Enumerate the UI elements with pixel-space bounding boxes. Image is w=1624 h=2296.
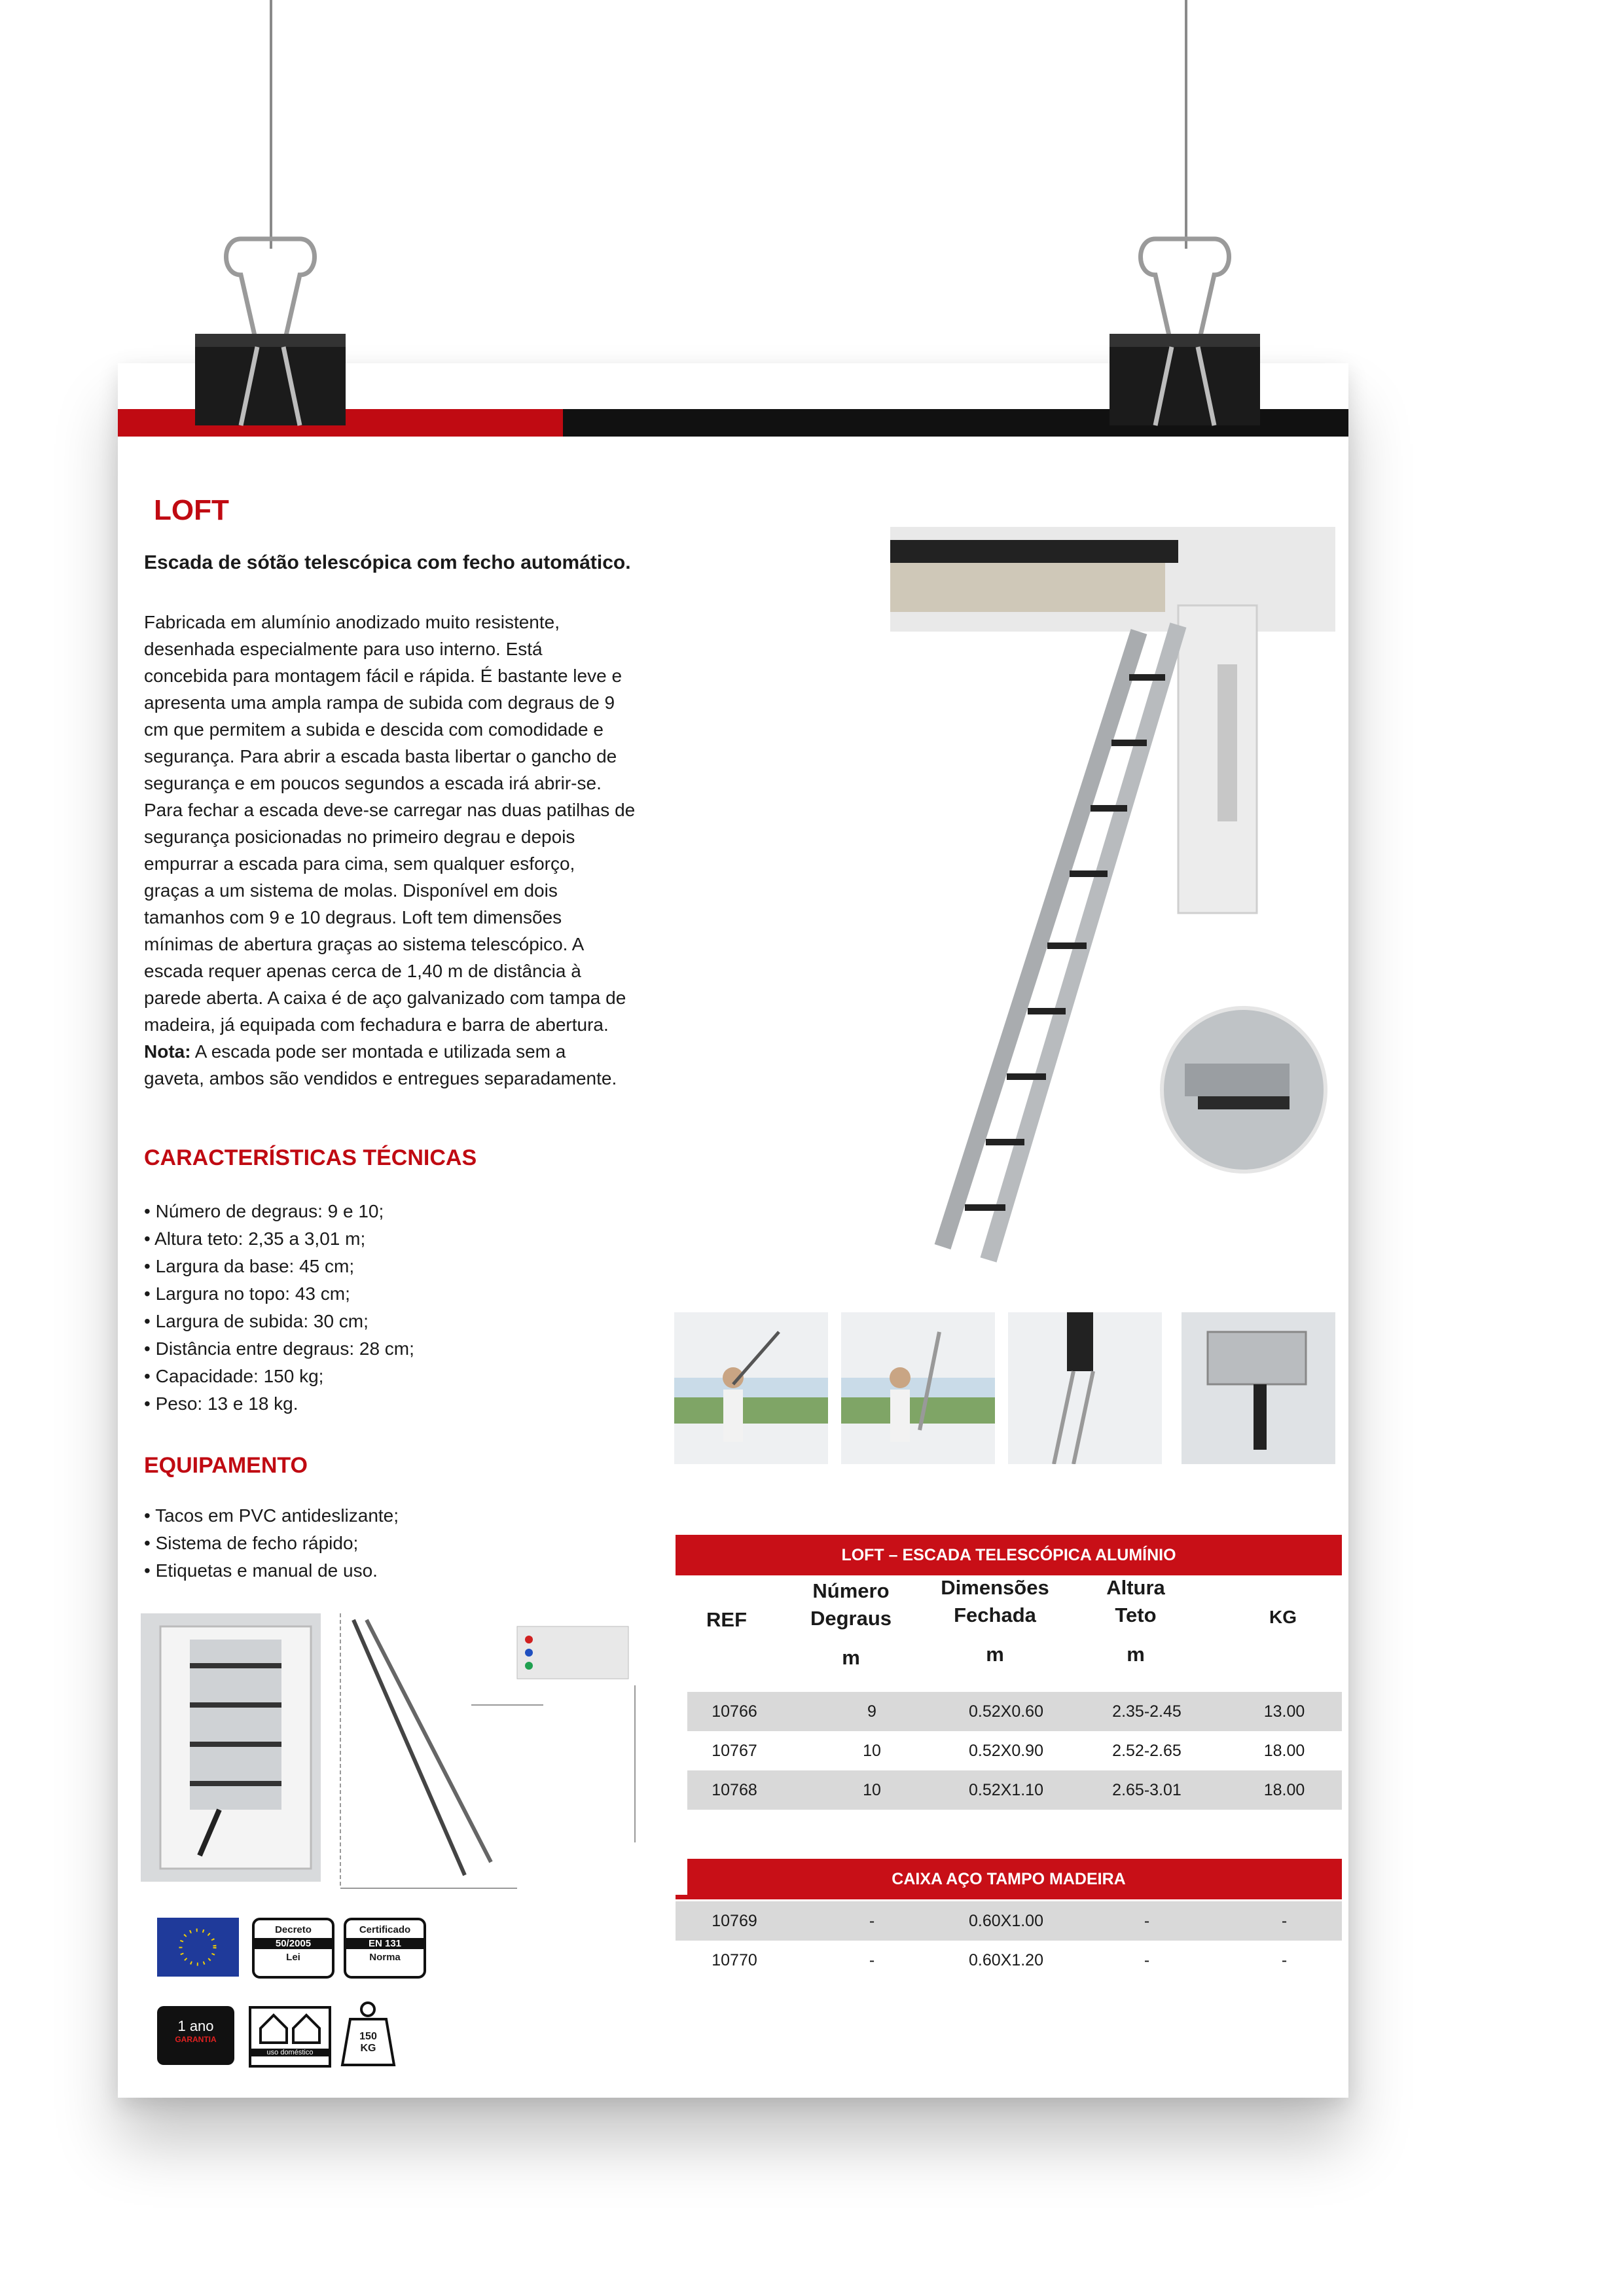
certificado-badge: [344, 1918, 426, 1979]
equipment-list: [144, 1502, 399, 1585]
header-steps-line1: Número: [812, 1579, 890, 1602]
cell-ref: 10770: [712, 1951, 757, 1969]
description-line: escada requer apenas cerca de 1,40 m de distância à: [144, 961, 581, 981]
description-line: empurrar a escada para cima, sem qualquer esforço,: [144, 853, 575, 874]
description-line: desenhada especialmente para uso interno. Está: [144, 639, 543, 659]
product-subtitle: Escada de sótão telescópica com fecho automático.: [144, 552, 631, 573]
usage-thumbnails: [674, 1312, 1342, 1469]
warranty-badge: [157, 2006, 234, 2065]
badge-text: Norma: [369, 1952, 401, 1963]
spec-item: • Altura teto: 2,35 a 3,01 m;: [144, 1225, 414, 1253]
binder-clip-right-icon: [1110, 236, 1260, 432]
description-line: Fabricada em alumínio anodizado muito resistente,: [144, 612, 560, 632]
description-line: madeira, já equipada com fechadura e barra de abertura.: [144, 1014, 609, 1035]
domestic-use-badge: [249, 2006, 331, 2068]
cell-kg: 13.00: [1263, 1702, 1305, 1721]
table-row: [676, 1770, 1342, 1810]
description-line: apresenta uma ampla rampa de subida com degraus de 9: [144, 692, 615, 713]
description-line: segurança. Para abrir a escada basta libertar o gancho de: [144, 746, 617, 766]
cell-ref: 10768: [712, 1781, 757, 1799]
cell-steps: 10: [863, 1781, 881, 1799]
thumbnail-image: [1182, 1312, 1335, 1464]
description-line: tamanhos com 9 e 10 degraus. Loft tem dimensões: [144, 907, 562, 927]
cell-dims: 0.52X0.90: [969, 1742, 1043, 1760]
header-ref: REF: [706, 1608, 747, 1631]
cell-ref: 10766: [712, 1702, 757, 1721]
header-height-unit: m: [1127, 1643, 1145, 1666]
badge-text: Certificado: [359, 1924, 411, 1935]
header-dims-unit: m: [986, 1643, 1004, 1666]
header-dims-line1: Dimensões: [941, 1576, 1049, 1599]
cell-steps: -: [869, 1912, 875, 1930]
description-line: concebida para montagem fácil e rápida. É bastante leve e: [144, 666, 623, 686]
header-height-line1: Altura: [1106, 1576, 1165, 1599]
spec-item: • Largura da base: 45 cm;: [144, 1253, 414, 1280]
description-line: cm que permitem a subida e descida com comodidade e: [144, 719, 604, 740]
capacity-weight-icon: [340, 2000, 396, 2068]
badge-text: 50/2005: [255, 1938, 332, 1949]
header-steps-line2: Degraus: [810, 1607, 892, 1630]
product-sheet: [118, 363, 1348, 2098]
header-kg: KG: [1269, 1607, 1297, 1627]
cell-dims: 0.52X0.60: [969, 1702, 1043, 1721]
cell-kg: -: [1281, 1912, 1288, 1930]
badge-text: 150: [359, 2031, 377, 2042]
spec-item: • Peso: 13 e 18 kg.: [144, 1390, 414, 1418]
badge-text: 1 ano: [177, 2018, 214, 2034]
header-dims: [929, 1574, 1060, 1668]
badge-text: GARANTIA: [175, 2035, 217, 2044]
hanging-wire-left: [270, 0, 272, 249]
description-line: segurança posicionadas no primeiro degrau e depois: [144, 827, 575, 847]
thumbnail-image: [674, 1312, 828, 1464]
note-text: gaveta, ambos são vendidos e entregues separadamente.: [144, 1068, 617, 1088]
description-line: segurança e em poucos segundos a escada irá abrir-se.: [144, 773, 602, 793]
product-description: [144, 609, 707, 1092]
badge-text: Decreto: [275, 1924, 312, 1935]
header-dims-line2: Fechada: [954, 1604, 1036, 1626]
table-row: [676, 1941, 1342, 1980]
note-label: Nota:: [144, 1041, 191, 1062]
ladder-dimension-diagram: [321, 1607, 687, 1895]
cell-height: 2.35-2.45: [1112, 1702, 1182, 1721]
cell-steps: 9: [867, 1702, 876, 1721]
specs-list: [144, 1198, 414, 1418]
badge-text: EN 131: [346, 1938, 424, 1949]
description-line: parede aberta. A caixa é de aço galvanizado com tampa de: [144, 988, 626, 1008]
equipment-item: • Sistema de fecho rápido;: [144, 1530, 399, 1557]
cell-dims: 0.52X1.10: [969, 1781, 1043, 1799]
header-steps: [785, 1577, 916, 1672]
binder-clip-left-icon: [195, 236, 346, 432]
table-row: [676, 1731, 1342, 1770]
spec-item: • Número de degraus: 9 e 10;: [144, 1198, 414, 1225]
thumbnail-image: [1008, 1312, 1162, 1464]
eu-flag-icon: [157, 1918, 239, 1977]
hanging-wire-right: [1185, 0, 1187, 249]
ladder-closed-photo: [141, 1613, 331, 1882]
badge-text: KG: [360, 2043, 376, 2054]
product-title: LOFT: [154, 494, 229, 526]
table-row: [676, 1692, 1342, 1731]
table2-title-bar: CAIXA AÇO TAMPO MADEIRA: [676, 1859, 1342, 1899]
cell-kg: -: [1281, 1951, 1288, 1969]
header-steps-unit: m: [842, 1646, 860, 1669]
cell-kg: 18.00: [1263, 1781, 1305, 1799]
equipment-item: • Tacos em PVC antideslizante;: [144, 1502, 399, 1530]
cell-steps: 10: [863, 1742, 881, 1760]
cell-dims: 0.60X1.20: [969, 1951, 1043, 1969]
badge-text: Lei: [286, 1952, 300, 1963]
badge-text: uso doméstico: [251, 2049, 329, 2056]
header-height: [1083, 1574, 1188, 1668]
ladder-product-image: [890, 527, 1335, 1299]
cell-dims: 0.60X1.00: [969, 1912, 1043, 1930]
cell-steps: -: [869, 1951, 875, 1969]
equipment-item: • Etiquetas e manual de uso.: [144, 1557, 399, 1585]
note-text: A escada pode ser montada e utilizada sem a: [190, 1041, 566, 1062]
spec-item: • Capacidade: 150 kg;: [144, 1363, 414, 1390]
cell-kg: 18.00: [1263, 1742, 1305, 1760]
description-line: Para fechar a escada deve-se carregar nas duas patilhas de: [144, 800, 636, 820]
description-line: mínimas de abertura graças ao sistema telescópico. A: [144, 934, 585, 954]
equipment-title: EQUIPAMENTO: [144, 1453, 308, 1478]
spec-item: • Largura no topo: 43 cm;: [144, 1280, 414, 1308]
cell-height: -: [1144, 1951, 1150, 1969]
cell-height: 2.52-2.65: [1112, 1742, 1182, 1760]
cell-ref: 10769: [712, 1912, 757, 1930]
spec-item: • Largura de subida: 30 cm;: [144, 1308, 414, 1335]
table-row: [676, 1901, 1342, 1941]
specs-title: CARACTERÍSTICAS TÉCNICAS: [144, 1145, 477, 1170]
table-title-bar: LOFT – ESCADA TELESCÓPICA ALUMÍNIO: [676, 1535, 1342, 1575]
cell-height: 2.65-3.01: [1112, 1781, 1182, 1799]
house-icon: [254, 2009, 326, 2045]
cell-ref: 10767: [712, 1742, 757, 1760]
decreto-badge: [252, 1918, 334, 1979]
spec-item: • Distância entre degraus: 28 cm;: [144, 1335, 414, 1363]
header-height-line2: Teto: [1115, 1604, 1157, 1626]
description-line: graças a um sistema de molas. Disponível em dois: [144, 880, 558, 901]
cell-height: -: [1144, 1912, 1150, 1930]
thumbnail-image: [841, 1312, 995, 1464]
